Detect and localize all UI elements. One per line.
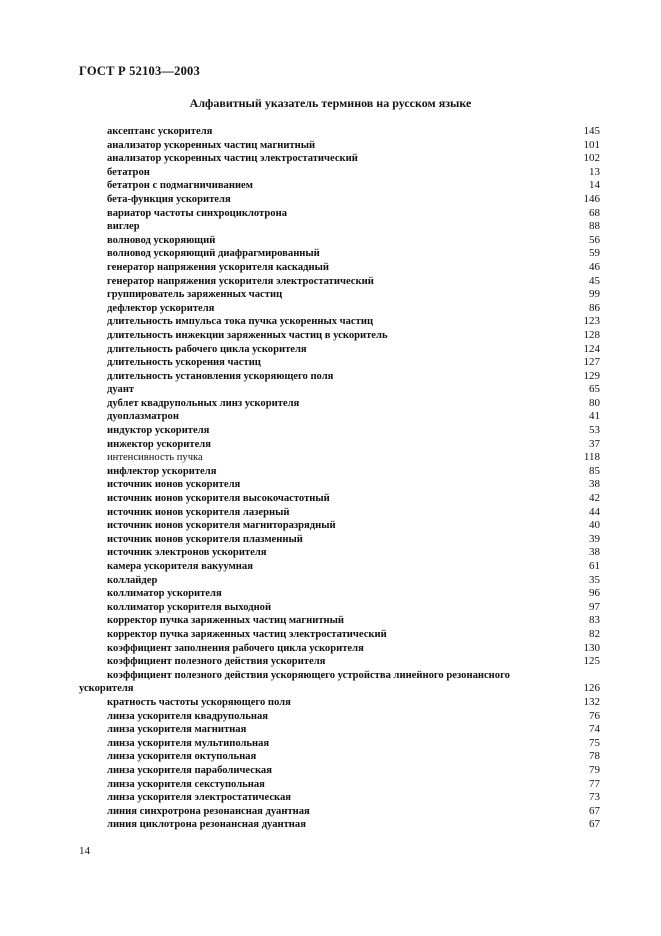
index-term: группирователь заряженных частиц — [107, 289, 283, 301]
index-term: вариатор частоты синхроциклотрона — [107, 207, 287, 219]
index-entry — [79, 397, 600, 411]
index-entry — [79, 383, 600, 397]
index-entry — [79, 519, 600, 533]
index-page-ref: 46 — [589, 260, 600, 273]
index-entry — [79, 628, 600, 642]
index-term: анализатор ускоренных частиц магнитный — [107, 139, 316, 151]
index-page-ref: 86 — [589, 301, 600, 314]
index-entry — [79, 696, 600, 710]
index-entry — [79, 438, 600, 452]
index-term: волновод ускоряющий — [107, 234, 216, 246]
index-page-ref: 74 — [589, 723, 600, 736]
index-term: кратность частоты ускоряющего поля — [107, 696, 291, 708]
index-page-ref: 125 — [583, 655, 600, 668]
index-term: длительность импульса тока пучка ускоренных частиц — [107, 316, 374, 328]
index-entry — [79, 207, 600, 221]
index-entry — [79, 614, 600, 628]
index-entry — [79, 723, 600, 737]
index-page-ref: 41 — [589, 410, 600, 423]
index-term: корректор пучка заряженных частиц электростатический — [107, 628, 387, 640]
index-entry — [79, 234, 600, 248]
index-page-ref: 68 — [589, 206, 600, 219]
index-page-ref: 130 — [583, 641, 600, 654]
index-page-ref: 44 — [589, 505, 600, 518]
index-entry — [79, 533, 600, 547]
index-entry — [79, 642, 600, 656]
index-page-ref: 56 — [589, 233, 600, 246]
index-page-ref: 123 — [583, 315, 600, 328]
index-term: длительность инжекции заряженных частиц в ускоритель — [107, 329, 388, 341]
index-entry — [79, 601, 600, 615]
index-page-ref: 75 — [589, 736, 600, 749]
index-entry — [79, 410, 600, 424]
index-term: аксептанс ускорителя — [107, 126, 213, 137]
index-entry — [79, 302, 600, 316]
index-entry — [79, 778, 600, 792]
index-page-ref: 73 — [589, 791, 600, 804]
page-number: 14 — [79, 845, 90, 857]
index-entry — [79, 193, 600, 207]
index-entry — [79, 451, 600, 465]
index-term: источник ионов ускорителя — [107, 479, 241, 491]
index-page-ref: 132 — [583, 695, 600, 708]
index-entry — [79, 152, 600, 166]
index-entry — [79, 655, 600, 669]
index-entry — [79, 329, 600, 343]
index-page-ref: 59 — [589, 247, 600, 260]
index-entry — [79, 315, 600, 329]
index-entry — [79, 356, 600, 370]
index-term: источник ионов ускорителя магниторазрядный — [107, 520, 336, 532]
index-term: коэффициент полезного действия ускорителя — [107, 656, 326, 668]
index-term: источник ионов ускорителя высокочастотный — [107, 493, 330, 505]
index-page-ref: 82 — [589, 627, 600, 640]
index-page-ref: 67 — [589, 804, 600, 817]
index-entry — [79, 791, 600, 805]
index-term: дублет квадрупольных линз ускорителя — [107, 397, 300, 409]
index-page-ref: 129 — [583, 369, 600, 382]
index-page-ref: 83 — [589, 614, 600, 627]
index-term: коэффициент полезного действия ускоряющего устройства линейного резонансного — [107, 669, 510, 681]
index-term: интенсивность пучка — [107, 452, 203, 464]
index-page-ref: 35 — [589, 573, 600, 586]
index-entry — [79, 574, 600, 588]
index-page-ref: 97 — [589, 600, 600, 613]
index-term: линза ускорителя магнитная — [107, 724, 247, 736]
index-entry — [79, 179, 600, 193]
index-page-ref: 102 — [583, 152, 600, 165]
index-page-ref: 37 — [589, 437, 600, 450]
index-entry — [79, 587, 600, 601]
index-entry — [79, 818, 600, 832]
index-term: инжектор ускорителя — [107, 438, 211, 450]
index-term: генератор напряжения ускорителя электростатический — [107, 275, 374, 287]
index-term: коллиматор ускорителя выходной — [107, 601, 272, 613]
index-entry — [79, 710, 600, 724]
index-entry — [79, 764, 600, 778]
index-page-ref: 99 — [589, 288, 600, 301]
index-page-ref: 13 — [589, 165, 600, 178]
index-term-continuation: ускорителя — [79, 683, 134, 695]
index-term: дефлектор ускорителя — [107, 302, 215, 314]
index-entry — [79, 669, 600, 696]
index-entry — [79, 343, 600, 357]
index-entry — [79, 546, 600, 560]
index-term: линия синхротрона резонансная дуантная — [107, 805, 310, 817]
index-entry — [79, 166, 600, 180]
index-term: дуоплазматрон — [107, 411, 179, 423]
index-page-ref: 146 — [583, 192, 600, 205]
index-term: бетатрон — [107, 166, 150, 178]
index-term: длительность установления ускоряющего поля — [107, 370, 334, 382]
index-page-ref: 101 — [583, 138, 600, 151]
index-term: длительность ускорения частиц — [107, 357, 261, 369]
index-entry — [79, 805, 600, 819]
index-term: виглер — [107, 221, 140, 233]
index-term: линза ускорителя октупольная — [107, 751, 257, 763]
index-term: источник ионов ускорителя лазерный — [107, 506, 290, 518]
index-term: инфлектор ускорителя — [107, 465, 217, 477]
index-entry — [79, 220, 600, 234]
index-page-ref: 39 — [589, 532, 600, 545]
index-page-ref: 96 — [589, 587, 600, 600]
index-page-ref: 42 — [589, 492, 600, 505]
index-term: линза ускорителя квадрупольная — [107, 710, 268, 722]
index-title: Алфавитный указатель терминов на русском языке — [189, 96, 472, 110]
index-term: индуктор ускорителя — [107, 425, 210, 437]
index-list — [79, 125, 600, 832]
index-term: волновод ускоряющий диафрагмированный — [107, 248, 320, 260]
index-entry — [79, 261, 600, 275]
index-page-ref: 85 — [589, 464, 600, 477]
index-entry — [79, 275, 600, 289]
index-page-ref: 53 — [589, 424, 600, 437]
index-term: бетатрон с подмагничиванием — [107, 180, 253, 192]
index-entry — [79, 247, 600, 261]
index-page-ref: 124 — [583, 342, 600, 355]
index-term: источник электронов ускорителя — [107, 547, 267, 559]
index-page-ref: 126 — [583, 682, 600, 695]
index-page-ref: 61 — [589, 560, 600, 572]
index-entry — [79, 465, 600, 479]
index-page-ref: 45 — [589, 274, 600, 287]
index-term: длительность рабочего цикла ускорителя — [107, 343, 307, 355]
index-term: анализатор ускоренных частиц электростатический — [107, 153, 358, 165]
index-term: корректор пучка заряженных частиц магнитный — [107, 615, 345, 627]
index-page-ref: 14 — [589, 179, 600, 192]
index-page-ref: 80 — [589, 396, 600, 409]
index-page-ref: 118 — [583, 451, 600, 464]
index-term: коэффициент заполнения рабочего цикла ускорителя — [107, 642, 364, 654]
index-term: камера ускорителя вакуумная — [107, 561, 253, 572]
document-header: ГОСТ Р 52103—2003 — [79, 64, 200, 78]
index-term: генератор напряжения ускорителя каскадный — [107, 261, 329, 273]
index-page-ref: 78 — [589, 750, 600, 763]
index-entry — [79, 737, 600, 751]
index-term: линза ускорителя параболическая — [107, 764, 272, 776]
index-entry — [79, 139, 600, 153]
index-page-ref: 128 — [583, 328, 600, 341]
index-entry — [79, 424, 600, 438]
index-page-ref: 65 — [589, 383, 600, 396]
index-page-ref: 88 — [589, 220, 600, 233]
index-entry — [79, 492, 600, 506]
index-term: коллайдер — [107, 574, 158, 586]
index-page-ref: 40 — [589, 519, 600, 532]
index-page-ref: 38 — [589, 478, 600, 491]
index-term: коллиматор ускорителя — [107, 588, 222, 600]
index-page-ref: 77 — [589, 777, 600, 790]
index-term: линия циклотрона резонансная дуантная — [107, 819, 306, 831]
index-entry — [79, 288, 600, 302]
index-term: линза ускорителя секступольная — [107, 778, 265, 790]
index-term: линза ускорителя электростатическая — [107, 792, 292, 804]
index-entry — [79, 370, 600, 384]
index-entry — [79, 560, 600, 574]
index-term: бета-функция ускорителя — [107, 193, 231, 205]
index-term: источник ионов ускорителя плазменный — [107, 533, 303, 545]
index-entry — [79, 506, 600, 520]
index-page-ref: 67 — [589, 818, 600, 831]
index-entry — [79, 478, 600, 492]
index-entry — [79, 750, 600, 764]
index-page-ref: 127 — [583, 356, 600, 369]
index-page-ref: 76 — [589, 709, 600, 722]
index-term: дуант — [107, 384, 135, 396]
index-term: линза ускорителя мультипольная — [107, 737, 270, 749]
index-page-ref: 38 — [589, 546, 600, 559]
index-page-ref: 79 — [589, 763, 600, 776]
index-entry — [79, 125, 600, 139]
index-page-ref: 145 — [583, 125, 600, 137]
